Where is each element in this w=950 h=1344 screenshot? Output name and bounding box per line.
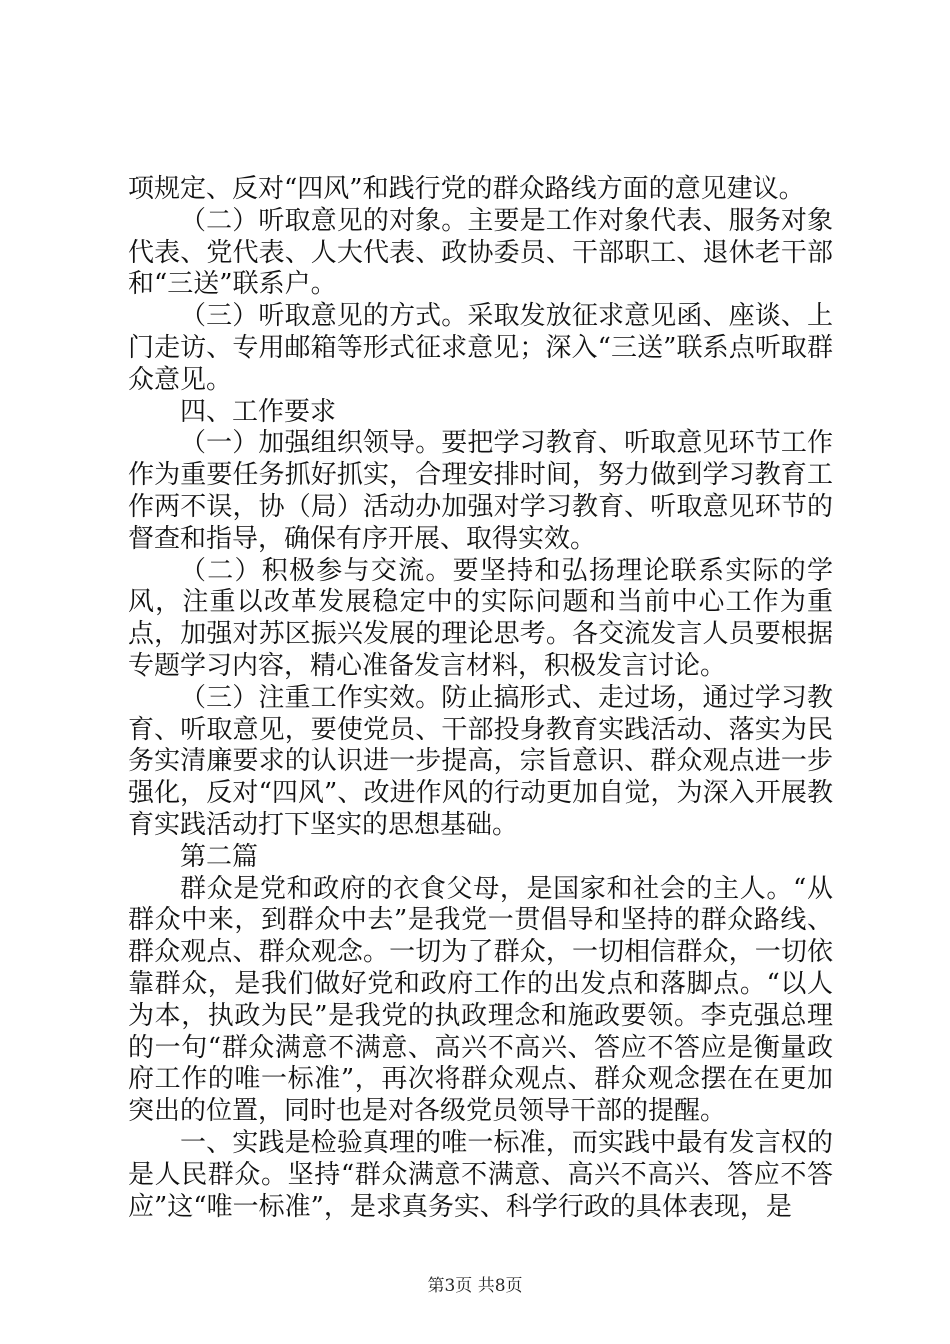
paragraph: 第二篇: [180, 841, 259, 872]
paragraph: （一）加强组织领导。要把学习教育、听取意见环节工作作为重要任务抓好抓实，合理安排时间，努力做到学习教育工作两不误，协（局）活动办加强对学习教育、听取意见环节的督查和指导，确保有序开展、取得实效。: [128, 428, 833, 554]
paragraph: 四、工作要求: [180, 396, 337, 427]
paragraph: （二）积极参与交流。要坚持和弘扬理论联系实际的学风，注重以改革发展稳定中的实际问题和当前中心工作为重点，加强对苏区振兴发展的理论思考。各交流发言人员要根据专题学习内容，精心准备发言材料，积极发言讨论。: [128, 555, 833, 681]
paragraph: 一、实践是检验真理的唯一标准，而实践中最有发言权的是人民群众。坚持“群众满意不满意、高兴不高兴、答应不答应”这“唯一标准”，是求真务实、科学行政的具体表现，是: [128, 1127, 833, 1222]
paragraph: （三）注重工作实效。防止搞形式、走过场，通过学习教育、听取意见，要使党员、干部投身教育实践活动、落实为民务实清廉要求的认识进一步提高，宗旨意识、群众观点进一步强化，反对“四风”、改进作风的行动更加自觉，为深入开展教育实践活动打下坚实的思想基础。: [128, 682, 833, 840]
paragraph: （三）听取意见的方式。采取发放征求意见函、座谈、上门走访、专用邮箱等形式征求意见；深入“三送”联系点听取群众意见。: [128, 301, 833, 395]
page-footer: 第3页 共8页: [427, 1276, 523, 1296]
document-body: [128, 174, 833, 1223]
paragraph: 项规定、反对“四风”和践行党的群众路线方面的意见建议。: [128, 174, 805, 204]
paragraph: （二）听取意见的对象。主要是工作对象代表、服务对象代表、党代表、人大代表、政协委员、干部职工、退休老干部和“三送”联系户。: [128, 205, 833, 300]
paragraph: 群众是党和政府的衣食父母，是国家和社会的主人。“从群众中来，到群众中去”是我党一贯倡导和坚持的群众路线、群众观点、群众观念。一切为了群众，一切相信群众，一切依靠群众，是我们做好党和政府工作的出发点和落脚点。“以人为本，执政为民”是我党的执政理念和施政要领。李克强总理的一句“群众满意不满意、高兴不高兴、答应不答应是衡量政府工作的唯一标准”，再次将群众观点、群众观念摆在在更加突出的位置，同时也是对各级党员领导干部的提醒。: [128, 873, 833, 1127]
